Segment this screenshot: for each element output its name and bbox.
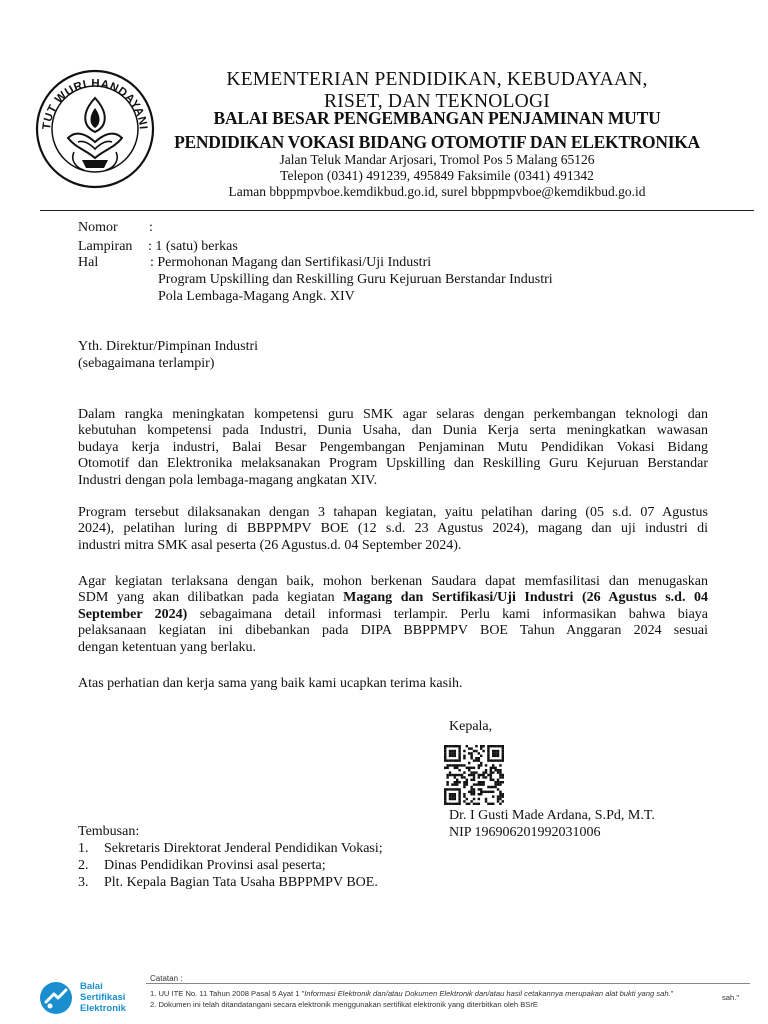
tembusan-label: Tembusan: bbox=[78, 824, 140, 839]
paragraph-line: dengan ketentuan yang berlaku. bbox=[78, 639, 257, 655]
tembusan-item-num: 3. bbox=[78, 875, 89, 890]
paragraph-line: Agar kegiatan terlaksana dengan baik, mohon berkenan Saudara dapat memfasilitasi dan menugaskan bbox=[78, 574, 708, 589]
qr-code-icon bbox=[444, 745, 504, 805]
signature-name: Dr. I Gusti Made Ardana, S.Pd, M.T. bbox=[449, 808, 655, 823]
signature-nip: NIP 196906201992031006 bbox=[449, 825, 601, 840]
paragraph-line: pelaksanaan kegiatan ini dibebankan pada DIPA BBPPMPV BOE Tahun Anggaran 2024 sesuai bbox=[78, 623, 708, 639]
footer-note-2: 2. Dokumen ini telah ditandatangani secara elektronik menggunakan sertifikat elektronik yang diterbitkan oleh BSrE bbox=[150, 1000, 538, 1009]
body-paragraph-2 bbox=[78, 505, 708, 554]
footer-note-1-suffix: " bbox=[670, 989, 674, 998]
hal-line2: Program Upskilling dan Reskilling Guru Kejuruan Berstandar Industri bbox=[158, 272, 553, 287]
letterhead-address: Jalan Teluk Mandar Arjosari, Tromol Pos 5 Malang 65126 bbox=[279, 152, 595, 167]
letterhead-agency-line2: PENDIDIKAN VOKASI BIDANG OTOMOTIF DAN ELEKTRONIKA bbox=[174, 132, 700, 152]
svg-text:TUT WURI HANDAYANI: TUT WURI HANDAYANI bbox=[40, 77, 149, 131]
tembusan-item-num: 2. bbox=[78, 858, 89, 873]
hal-label: Hal bbox=[78, 255, 99, 270]
letterhead-agency-line1: BALAI BESAR PENGEMBANGAN PENJAMINAN MUTU bbox=[213, 108, 661, 128]
bsre-name-line3: Elektronik bbox=[80, 1003, 126, 1014]
paragraph-line: Program tersebut dilaksanakan dengan 3 tahapan kegiatan, yaitu pelatihan daring (05 s.d. 07 Agustus bbox=[78, 505, 708, 520]
closing-sentence: Atas perhatian dan kerja sama yang baik kami ucapkan terima kasih. bbox=[78, 676, 463, 691]
tembusan-item: Sekretaris Direktorat Jenderal Pendidikan Vokasi; bbox=[104, 841, 383, 856]
bsre-name-line2: Sertifikasi bbox=[80, 992, 126, 1003]
footer-divider bbox=[146, 983, 750, 984]
footer-note-1 bbox=[150, 990, 673, 998]
p3-bold-text: Magang dan Sertifikasi/Uji Industri (26 Agustus s.d. 04 bbox=[343, 590, 709, 606]
body-paragraph-3 bbox=[78, 574, 708, 656]
footer-note-1-quote: Informasi Elektronik dan/atau Dokumen Elektronik dan/atau hasil cetakannya merupakan alat bukti yang sah. bbox=[304, 989, 671, 998]
p3-text: SDM yang akan dilibatkan pada kegiatan bbox=[78, 590, 335, 606]
hal-line3: Pola Lembaga-Magang Angk. XIV bbox=[158, 289, 355, 304]
paragraph-line bbox=[78, 607, 708, 623]
paragraph-line: Dalam rangka meningkatan kompetensi guru SMK agar selaras dengan perkembangan teknologi dan bbox=[78, 407, 708, 422]
lampiran-value: : 1 (satu) berkas bbox=[148, 239, 238, 254]
bsre-logo-icon bbox=[38, 980, 74, 1016]
footer-note-1-prefix: 1. UU ITE No. 11 Tahun 2008 Pasal 5 Ayat 1 " bbox=[150, 989, 305, 998]
nomor-value: : bbox=[149, 220, 153, 235]
body-paragraph-1 bbox=[78, 407, 708, 489]
paragraph-line bbox=[78, 590, 708, 606]
tembusan-item-num: 1. bbox=[78, 841, 89, 856]
tut-wuri-handayani-logo bbox=[34, 68, 156, 190]
letterhead-web: Laman bbppmpvboe.kemdikbud.go.id, surel bbppmpvboe@kemdikbud.go.id bbox=[228, 184, 646, 199]
bsre-name-line1: Balai bbox=[80, 981, 103, 992]
hal-line1: : Permohonan Magang dan Sertifikasi/Uji Industri bbox=[150, 255, 432, 270]
letterhead-ministry-line1: KEMENTERIAN PENDIDIKAN, KEBUDAYAAN, bbox=[226, 69, 648, 90]
p3-bold-text: September 2024) bbox=[78, 606, 188, 622]
p3-text: sebagaimana detail informasi terlampir. Perlu kami informasikan bahwa biaya bbox=[199, 606, 709, 622]
recipient-line2: (sebagaimana terlampir) bbox=[78, 356, 215, 371]
recipient-line1: Yth. Direktur/Pimpinan Industri bbox=[78, 339, 259, 354]
paragraph-line: Industri dengan pola lembaga-magang angkatan XIV. bbox=[78, 472, 378, 488]
paragraph-line: 2024), pelatihan luring di BBPPMPV BOE (12 s.d. 23 Agustus 2024), magang dan uji industri di bbox=[78, 521, 708, 537]
letterhead-ministry-line2: RISET, DAN TEKNOLOGI bbox=[324, 91, 550, 112]
lampiran-label: Lampiran bbox=[78, 239, 133, 254]
footer-note-1-right: sah." bbox=[722, 993, 740, 1002]
paragraph-line: budaya kerja industri, Balai Besar Pengembangan Penjaminan Mutu Pendidikan Vokasi Bidang bbox=[78, 439, 708, 455]
nomor-label: Nomor bbox=[78, 220, 118, 235]
tembusan-item: Dinas Pendidikan Provinsi asal peserta; bbox=[104, 858, 326, 873]
letterhead-phone: Telepon (0341) 491239, 495849 Faksimile (0341) 491342 bbox=[280, 168, 594, 183]
paragraph-line: Otomotif dan Elektronika melaksanakan Program Upskilling dan Reskilling Guru Kejuruan Berstandar bbox=[78, 456, 708, 472]
signature-title: Kepala, bbox=[449, 719, 493, 734]
letterhead-divider bbox=[40, 210, 754, 211]
paragraph-line: industri mitra SMK asal peserta (26 Agustus.d. 04 September 2024). bbox=[78, 537, 462, 553]
footer-catatan-label: Catatan : bbox=[150, 974, 183, 983]
paragraph-line: kebutuhan kompetensi pada Industri, Dunia Usaha, dan Dunia Kerja serta meningkatkan wawasan bbox=[78, 423, 708, 439]
tembusan-item: Plt. Kepala Bagian Tata Usaha BBPPMPV BOE. bbox=[104, 875, 378, 890]
